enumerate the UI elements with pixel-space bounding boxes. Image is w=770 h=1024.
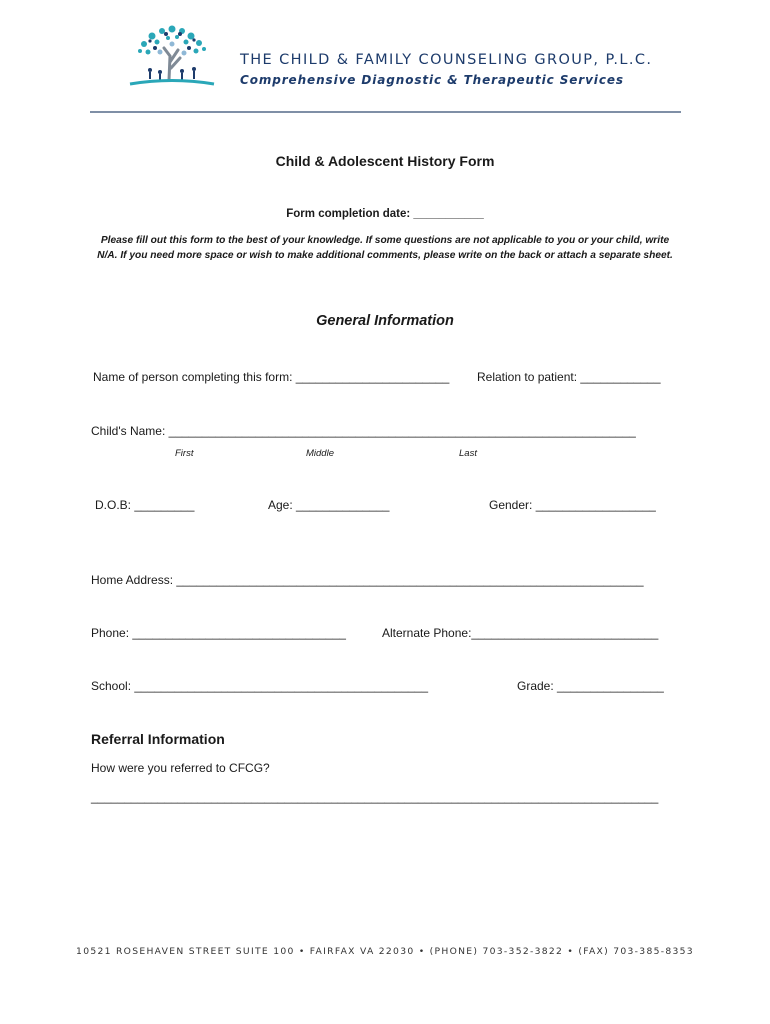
- org-name: THE CHILD & FAMILY COUNSELING GROUP, P.L.C.: [240, 52, 653, 68]
- age-field[interactable]: Age: ______________: [268, 498, 390, 512]
- middle-name-label: Middle: [306, 448, 334, 459]
- home-address-field[interactable]: Home Address: ______________________________________________________________________: [91, 573, 644, 587]
- last-name-label: Last: [459, 448, 477, 459]
- form-title: Child & Adolescent History Form: [275, 153, 495, 169]
- instructions: Please fill out this form to the best of your knowledge. If some questions are not applicable to you or your child, write N/A. If you need more space or wish to make additional comments, please write on the back or attach a separate sheet.: [97, 235, 673, 261]
- school-field[interactable]: School: ____________________________________________: [91, 679, 429, 693]
- dob-field[interactable]: D.O.B: _________: [95, 498, 195, 512]
- tree-logo-icon: [124, 22, 220, 92]
- general-info-title: General Information: [316, 313, 454, 329]
- referral-answer-line[interactable]: _____________________________________________________________________________________: [91, 790, 659, 804]
- grade-field[interactable]: Grade: ________________: [517, 679, 664, 693]
- referral-info-title: Referral Information: [91, 731, 225, 747]
- relation-field[interactable]: Relation to patient: ____________: [477, 370, 661, 384]
- childs-name-field[interactable]: Child's Name: ______________________________________________________________________: [91, 424, 636, 438]
- alt-phone-field[interactable]: Alternate Phone:____________________________: [382, 626, 659, 640]
- name-completing-field[interactable]: Name of person completing this form: _______________________: [93, 370, 450, 384]
- header-divider: [90, 111, 681, 113]
- first-name-label: First: [175, 448, 194, 459]
- completion-date-field[interactable]: Form completion date: ___________: [286, 208, 484, 220]
- gender-field[interactable]: Gender: __________________: [489, 498, 656, 512]
- org-tagline: Comprehensive Diagnostic & Therapeutic Services: [240, 73, 624, 87]
- footer-contact: 10521 ROSEHAVEN STREET SUITE 100 • FAIRFAX VA 22030 • (PHONE) 703-352-3822 • (FAX) 703-385-8353: [76, 946, 694, 957]
- phone-field[interactable]: Phone: ________________________________: [91, 626, 346, 640]
- referral-question: How were you referred to CFCG?: [91, 761, 270, 775]
